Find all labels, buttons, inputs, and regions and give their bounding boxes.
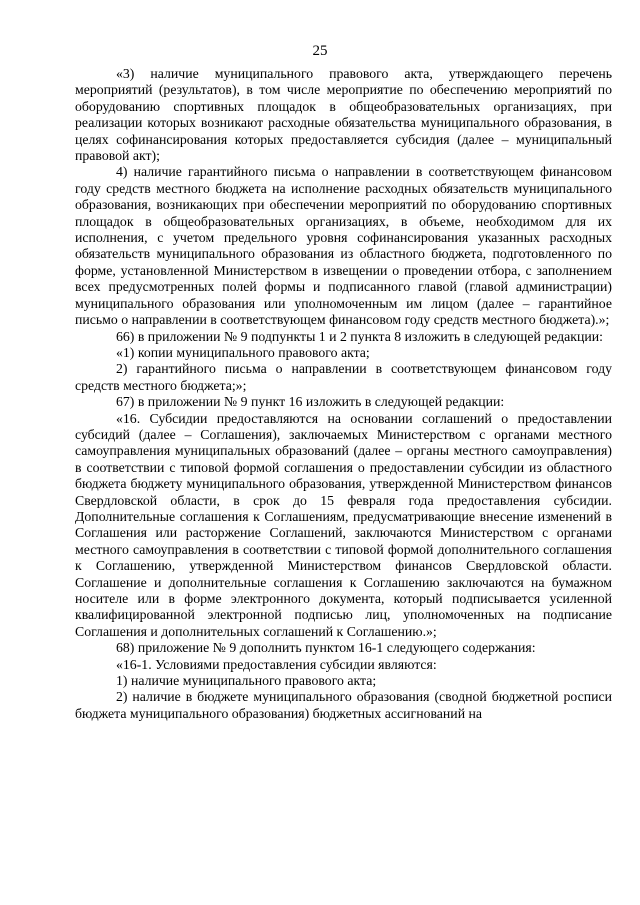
document-body — [75, 66, 612, 722]
paragraph-item-3: «3) наличие муниципального правового акта, утверждающего перечень мероприятий (результатов), в том числе мероприятие по обеспечению мероприятий по оборудованию спортивных площадок в общеобразовательных организациях, при реализации которых возникают расходные обязательства муниципального образования, в целях софинансирования которых предоставляется субсидия (далее – муниципальный правовой акт); — [75, 66, 612, 164]
paragraph-subitem-2: 2) гарантийного письма о направлении в соответствующем финансовом году средств местного бюджета;»; — [75, 361, 612, 393]
paragraph-condition-1: 1) наличие муниципального правового акта; — [116, 673, 377, 689]
paragraph-condition-2: 2) наличие в бюджете муниципального образования (сводной бюджетной росписи бюджета муниципального образования) бюджетных ассигнований на — [75, 689, 612, 721]
paragraph-amendment-68: 68) приложение № 9 дополнить пунктом 16-1 следующего содержания: — [116, 640, 536, 656]
paragraph-point-16-1: «16-1. Условиями предоставления субсидии являются: — [116, 656, 437, 672]
paragraph-point-16: «16. Субсидии предоставляются на основании соглашений о предоставлении субсидий (далее – Соглашения), заключаемых Министерством с органами местного самоуправления муниципальных образований (далее – органы местного самоуправления) в соответствии с типовой формой соглашения о предоставлении субсидии из областного бюджета бюджету муниципального образования, утвержденной Министерством финансов Свердловской области, в срок до 15 февраля года предоставления субсидии. Дополнительные соглашения к Соглашениям, предусматривающие внесение изменений в Соглашения или расторжение Соглашений, заключаются Министерством с органами местного самоуправления в соответствии с типовой формой дополнительного соглашения к Соглашению, утвержденной Министерством финансов Свердловской области. Соглашение и дополнительные соглашения к Соглашению заключаются на бумажном носителе или в форме электронного документа, который подписывается усиленной квалифицированной электронной подписью лиц, уполномоченных на подписание Соглашения и дополнительных соглашений к Соглашению.»; — [75, 410, 612, 639]
paragraph-subitem-1: «1) копии муниципального правового акта; — [116, 344, 370, 360]
page-number: 25 — [312, 43, 328, 59]
paragraph-item-4: 4) наличие гарантийного письма о направлении в соответствующем финансовом году средств местного бюджета на исполнение расходных обязательств муниципального образования, возникающих при обеспечении мероприятий по оборудованию спортивных площадок в общеобразовательных организациях, в объеме, необходимом для их исполнения, с учетом предельного уровня софинансирования указанных расходных обязательств муниципального образования из областного бюджета, подготовленного по форме, установленной Министерством в извещении о проведении отбора, с заполнением всех предусмотренных полей формы и подписанного главой (главой администрации) муниципального образования или уполномоченным им лицом (далее – гарантийное письмо о направлении в соответствующем финансовом году средств местного бюджета).»; — [75, 164, 612, 328]
paragraph-amendment-67: 67) в приложении № 9 пункт 16 изложить в следующей редакции: — [116, 394, 505, 410]
paragraph-amendment-66: 66) в приложении № 9 подпункты 1 и 2 пункта 8 изложить в следующей редакции: — [116, 328, 603, 344]
